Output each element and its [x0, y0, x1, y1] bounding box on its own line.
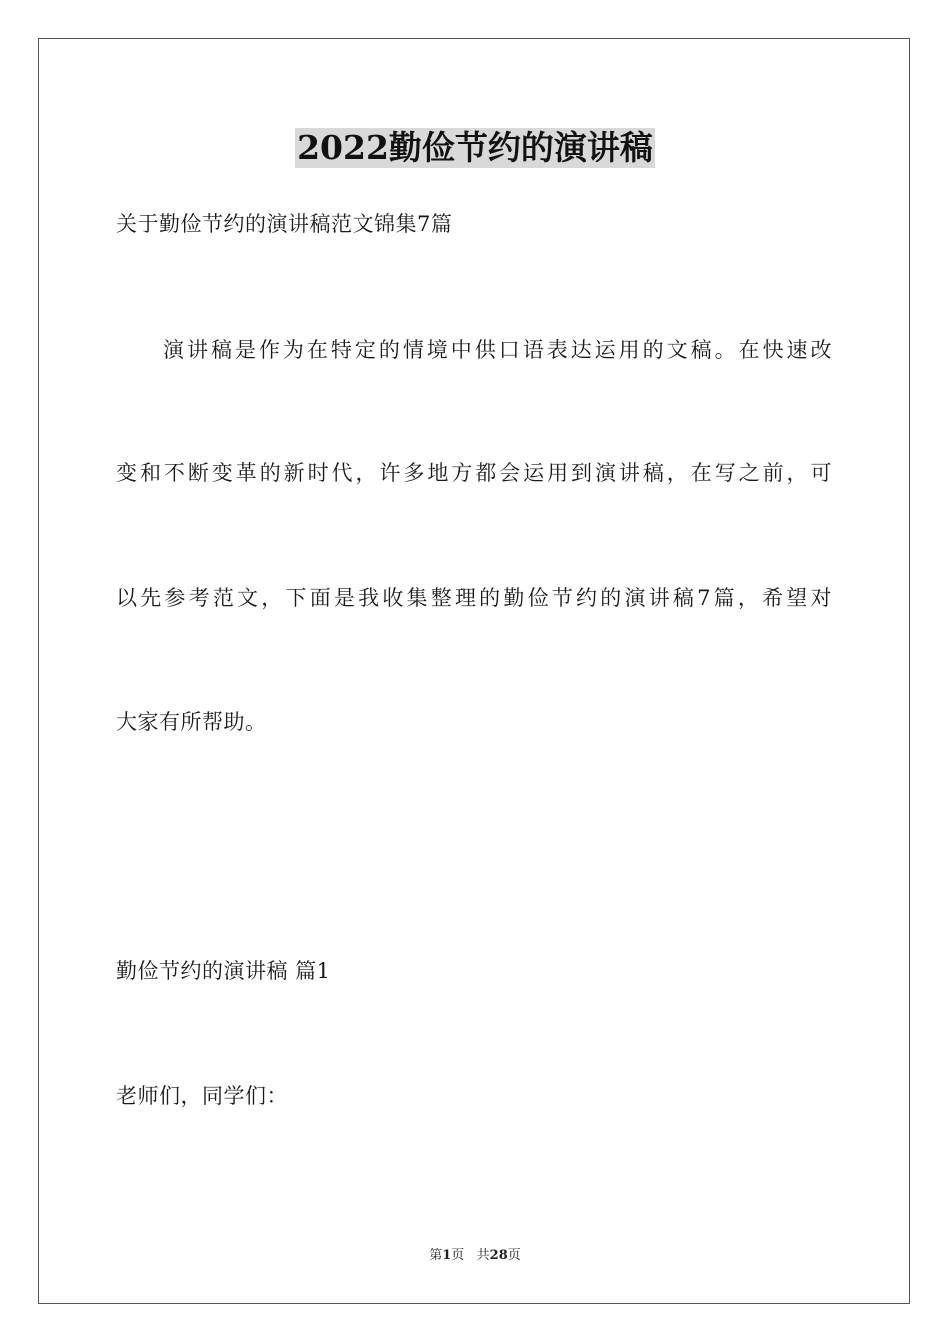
intro-line-1: 演讲稿是作为在特定的情境中供口语表达运用的文稿。在快速改: [163, 338, 832, 362]
page-footer: [0, 1247, 950, 1265]
section-heading: 勤俭节约的演讲稿 篇1: [116, 959, 331, 983]
footer-current-page: 1: [442, 1248, 452, 1263]
footer-prefix: 第: [429, 1248, 443, 1263]
footer-total-pages: 28: [489, 1248, 508, 1263]
title-container: [0, 128, 950, 168]
intro-line-4: 大家有所帮助。: [116, 710, 267, 734]
greeting: 老师们，同学们：: [116, 1084, 288, 1108]
footer-middle: 页 共: [451, 1248, 490, 1263]
footer-suffix: 页: [507, 1248, 521, 1263]
intro-line-2: 变和不断变革的新时代，许多地方都会运用到演讲稿，在写之前，可: [116, 461, 832, 485]
intro-line-3: 以先参考范文，下面是我收集整理的勤俭节约的演讲稿7篇，希望对: [116, 586, 832, 610]
document-subtitle: 关于勤俭节约的演讲稿范文锦集7篇: [116, 212, 453, 236]
document-title: 2022勤俭节约的演讲稿: [297, 128, 653, 167]
